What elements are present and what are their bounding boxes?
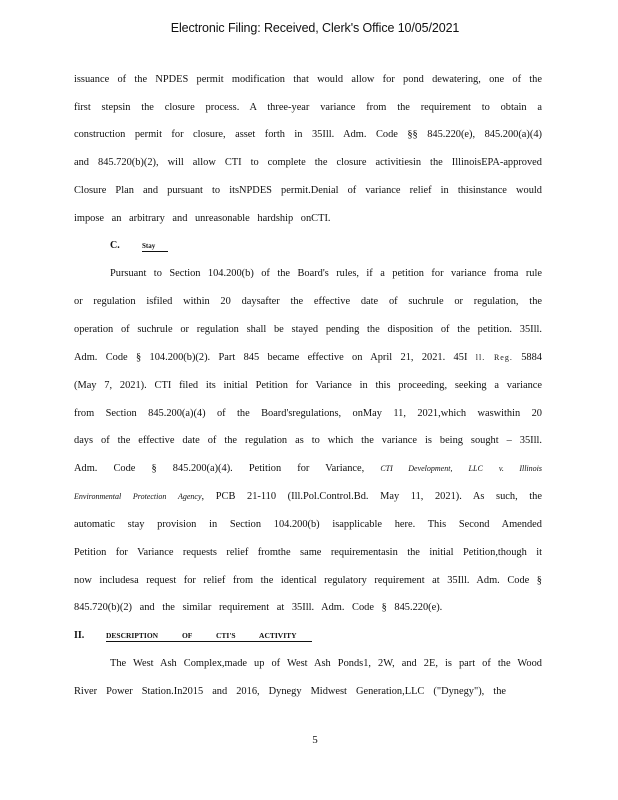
paragraph-2-line-8-italic-2: LLC xyxy=(468,464,483,473)
paragraph-2-line-8-text: Adm. Code § 845.200(a)(4). Petition for Variance, xyxy=(74,463,365,474)
paragraph-2-line-13: 845.720(b)(2) and the similar requirement at 35Ill. Adm. Code § 845.220(e). xyxy=(74,602,443,613)
paragraph-2-line-4 xyxy=(74,351,542,365)
paragraph-2-line-6: from Section 845.200(a)(4) of the Board'sregulations, onMay 11, 2021,which waswithin 20 xyxy=(74,408,542,419)
paragraph-2-line-8 xyxy=(74,462,542,476)
paragraph-1-line-3: construction permit for closure, asset forth in 35Ill. Adm. Code §§ 845.220(e), 845.200(a)(4) xyxy=(74,129,542,140)
subsection-c-title: Stay xyxy=(142,242,168,252)
paragraph-1-line-4: and 845.720(b)(2), will allow CTI to complete the closure activitiesin the IllinoisEPA-approved xyxy=(74,157,542,168)
paragraph-1-line-1: issuance of the NPDES permit modification that would allow for pond dewatering, one of the xyxy=(74,74,542,85)
paragraph-2-line-5: (May 7, 2021). CTI filed its initial Petition for Variance in this proceeding, seeking a variance xyxy=(74,380,542,391)
paragraph-1-line-5: Closure Plan and pursuant to itsNPDES permit.Denial of variance relief in thisinstance would xyxy=(74,185,542,196)
page-number: 5 xyxy=(312,734,318,746)
section-ii-heading xyxy=(74,630,312,642)
paragraph-2-line-1: Pursuant to Section 104.200(b) of the Board's rules, if a petition for variance froma rule xyxy=(110,268,542,279)
paragraph-2-line-4-caps: ll. Reg. xyxy=(475,353,513,362)
filing-stamp-header: Electronic Filing: Received, Clerk's Office 10/05/2021 xyxy=(170,21,460,35)
paragraph-2-line-3: operation of suchrule or regulation shall be stayed pending the disposition of the petition. 35Ill. xyxy=(74,324,542,335)
paragraph-2-line-9 xyxy=(74,490,542,504)
paragraph-2-line-12: now includesa request for relief from the identical regulatory requirement at 35Ill. Adm. Code § xyxy=(74,575,542,586)
section-ii-title: DESCRIPTION OF CTI'S ACTIVITY xyxy=(106,631,312,642)
paragraph-2-line-8-italic-1: CTI Development, xyxy=(380,464,453,473)
paragraph-2-line-9-italic-3: Agency xyxy=(177,492,202,501)
paragraph-2-line-9-italic-2: Protection xyxy=(132,492,167,501)
paragraph-3-line-2: River Power Station.In2015 and 2016, Dynegy Midwest Generation,LLC ("Dynegy"), the xyxy=(74,686,506,697)
paragraph-2-line-4-end: 5884 xyxy=(521,352,542,363)
paragraph-3-line-1: The West Ash Complex,made up of West Ash Ponds1, 2W, and 2E, is part of the Wood xyxy=(110,658,542,669)
paragraph-2-line-4-text: Adm. Code § 104.200(b)(2). Part 845 became effective on April 21, 2021. 45I xyxy=(74,352,468,363)
paragraph-2-line-9-italic-1: Environmental xyxy=(74,492,122,501)
subsection-c-letter: C. xyxy=(110,240,120,251)
paragraph-2-line-10: automatic stay provision in Section 104.200(b) isapplicable here. This Second Amended xyxy=(74,519,542,530)
paragraph-2-line-2: or regulation isfiled within 20 daysafter the effective date of suchrule or regulation, the xyxy=(74,296,542,307)
section-ii-number: II. xyxy=(74,630,85,641)
paragraph-2-line-8-italic-3: v. Illinois xyxy=(498,464,542,473)
paragraph-2-line-7: days of the effective date of the regulation as to which the variance is being sought – 35Ill. xyxy=(74,435,542,446)
subsection-c-heading xyxy=(110,240,168,252)
paragraph-2-line-9-end: , PCB 21-110 (Ill.Pol.Control.Bd. May 11, 2021). As such, the xyxy=(201,491,542,502)
paragraph-2-line-11: Petition for Variance requests relief fromthe same requirementasin the initial Petition,though it xyxy=(74,547,542,558)
paragraph-1-line-6: impose an arbitrary and unreasonable hardship onCTI. xyxy=(74,213,331,224)
paragraph-1-line-2: first stepsin the closure process. A three-year variance from the requirement to obtain a xyxy=(74,102,542,113)
